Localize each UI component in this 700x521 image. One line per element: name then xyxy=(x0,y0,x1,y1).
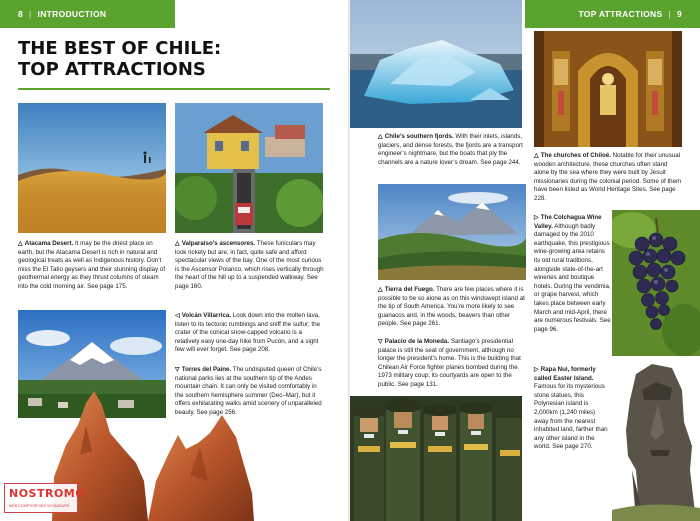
valparaiso-funicular-photo xyxy=(175,103,323,233)
caption-text: Santiago’s presidential palace is still the seat of government, although no longer the president’s home. This is the building that Chilean Air Force fighter planes bombed during the 1973 military coup; its courtyards are open to the public. See page 131. xyxy=(378,338,521,388)
caption-text: There are few places where it is possible to be so alone as on this windswept island at the tip of South America. You’re more likely to see guanacos and, in the woods, beavers than other people. See page 261. xyxy=(378,286,525,328)
caption-text: With their inlets, islands, glaciers, and dense forests, the fjords are a transport engineer’s nightmare, but the boats that ply the channels are a nature lover’s dream. See page 244. xyxy=(378,133,523,166)
caption-name: Atacama Desert. xyxy=(24,240,74,247)
left-section-title: INTRODUCTION xyxy=(37,9,107,19)
caption-name: Valparaíso’s ascensores. xyxy=(181,240,256,247)
caption-name: Palacio de la Moneda. xyxy=(384,338,450,345)
title-underline xyxy=(18,88,330,90)
left-header-bar xyxy=(0,0,175,28)
valparaiso-caption xyxy=(175,240,325,292)
caption-name: Volcán Villarrica. xyxy=(181,312,232,319)
fjords-caption xyxy=(378,133,530,167)
caption-marker: ▷ xyxy=(534,366,539,373)
watermark-logo xyxy=(4,483,86,513)
moneda-guards-photo xyxy=(350,396,522,521)
caption-text: These funiculars may look rickety but are, in fact, quite safe and afford spectacular views of the bay. One of the most curious is the Ascensor Polanco, which rises vertically through the heart of the hill up to a suspended walkway. See page 160. xyxy=(175,240,324,290)
caption-marker: ▷ xyxy=(534,214,539,221)
caption-text: It may be the driest place on earth, but the Atacama Desert is rich in natural and geological treats as well as Indigenous history. Don’t miss the El Tatio geysers and their stunning display of geothermal energy as they thrust columns of steam into the cold morning air. See page 175. xyxy=(18,240,166,290)
caption-name: Torres del Paine. xyxy=(181,366,232,373)
right-page-number: 9 xyxy=(676,9,682,19)
left-page-number: 8 xyxy=(18,9,24,19)
left-page xyxy=(0,0,349,521)
caption-marker: △ xyxy=(378,286,383,293)
watermark-tagline: WEB COMPTOIR DES VOYAGEURS xyxy=(9,504,70,508)
southern-fjords-photo xyxy=(350,0,522,128)
page-title xyxy=(18,38,221,80)
header-separator: | xyxy=(668,9,671,19)
caption-marker: △ xyxy=(378,133,383,140)
caption-text: Although badly damaged by the 2010 earthquake, this prestigious wine-growing area retains its old rural traditions, alongside state-of-the-art wineries and boutique hotels. During the vendimia, or grape harvest, which takes place between early March and mid-April, there are numerous festivals. See page 96. xyxy=(534,222,611,333)
caption-text: Look down into the molten lava, listen to its tectonic rumblings and sniff the sulfur; the crater of the conical snow-capped volcano is a relatively easy one-day hike from Pucón, and a sight few will ever forget. See page 208. xyxy=(175,312,321,354)
caption-marker: ▽ xyxy=(175,366,180,373)
villarrica-caption xyxy=(175,312,327,355)
header-separator: | xyxy=(29,9,32,19)
caption-marker: ▽ xyxy=(378,338,383,345)
tierra-del-fuego-photo xyxy=(378,184,526,280)
rapanui-caption xyxy=(534,366,608,452)
right-page xyxy=(350,0,700,521)
title-line-1: THE BEST OF CHILE: xyxy=(18,38,222,59)
caption-name: Chile’s southern fjords. xyxy=(384,133,454,140)
caption-name: Rapa Nui, formerly called Easter Island. xyxy=(534,366,596,382)
chiloe-caption xyxy=(534,152,684,204)
caption-name: The churches of Chiloé. xyxy=(540,152,611,159)
caption-text: Famous for its mysterious stone statues, this Polynesian island is 2,000km (1,240 miles) away from the nearest inhabited land, farther than any other island in the world. See page 270. xyxy=(534,383,608,451)
caption-text: Notable for their unusual wooden architecture, these churches often stand alone by the sea where they were built by Jesuit missionaries during the colonial period. Some of them have been listed as World Heritage Sites. See page 228. xyxy=(534,152,682,202)
caption-marker: △ xyxy=(175,240,180,247)
right-section-title: TOP ATTRACTIONS xyxy=(578,9,663,19)
caption-name: Tierra del Fuego. xyxy=(384,286,435,293)
watermark-brand: NOSTROMO xyxy=(9,487,86,500)
caption-marker: △ xyxy=(18,240,23,247)
rapa-nui-moai-photo xyxy=(612,360,700,521)
colchagua-grapes-photo xyxy=(612,210,700,356)
title-line-2: TOP ATTRACTIONS xyxy=(18,59,206,80)
fuego-caption xyxy=(378,286,528,329)
caption-text: The undisputed queen of Chile’s national parks lies at the southern tip of the Andes mountain chain. It can only be visited comfortably in the southern hemisphere summer (Dec–Mar), but it offers exhilarating walks amid scenery of unparalleled beauty. See page 256. xyxy=(175,366,322,416)
caption-name: The Colchagua Wine Valley. xyxy=(534,214,602,230)
caption-marker: ◁ xyxy=(175,312,180,319)
moneda-caption xyxy=(378,338,528,390)
chiloe-church-photo xyxy=(534,31,682,147)
atacama-caption xyxy=(18,240,168,292)
atacama-desert-photo xyxy=(18,103,166,233)
colchagua-caption xyxy=(534,214,612,334)
right-header-bar xyxy=(525,0,700,28)
caption-marker: △ xyxy=(534,152,539,159)
